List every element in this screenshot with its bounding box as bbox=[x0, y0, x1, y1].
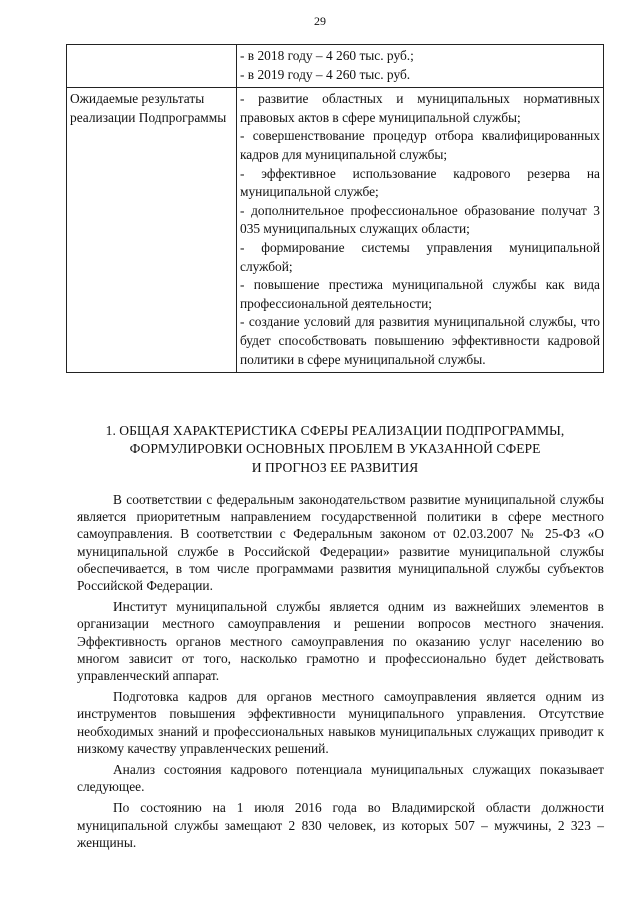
section-heading-line: 1. ОБЩАЯ ХАРАКТЕРИСТИКА СФЕРЫ РЕАЛИЗАЦИИ ПОДПРОГРАММЫ, bbox=[105, 423, 565, 438]
body-text bbox=[77, 491, 604, 855]
expected-results-label: Ожидаемые результаты реализации Подпрограммы bbox=[67, 88, 237, 373]
table-row-funding bbox=[67, 45, 604, 88]
paragraph: По состоянию на 1 июля 2016 года во Владимирской области должности муниципальной службы замещают 2 830 человек, из которых 507 – мужчины, 2 323 – женщины. bbox=[77, 800, 604, 850]
table-cell-funding-values bbox=[237, 45, 604, 88]
result-item: - развитие областных и муниципальных нормативных правовых актов в сфере муниципальной службы; bbox=[240, 91, 600, 125]
table-cell-label-empty bbox=[67, 45, 237, 88]
table-row-expected-results bbox=[67, 88, 604, 373]
paragraph: В соответствии с федеральным законодательством развитие муниципальной службы является приоритетным направлением государственной политики в сфере местного самоуправления. В соответствии с Федеральным законом от 02.03.2007 № 25-ФЗ «О муниципальной службе в Российской Федерации» развитие муниципальной службы обеспечивается, в том числе программами развития муниципальной службы субъектов Российской Федерации. bbox=[77, 492, 604, 594]
result-item: - дополнительное профессиональное образование получат 3 035 муниципальных служащих области; bbox=[240, 202, 600, 237]
section-heading-line: И ПРОГНОЗ ЕЕ РАЗВИТИЯ bbox=[251, 459, 419, 475]
program-passport-table bbox=[66, 44, 604, 373]
paragraph: Институт муниципальной службы является одним из важнейших элементов в организации местного самоуправления и решении вопросов местного значения. Эффективность органов местного самоуправления по оказанию услуг населению во многом зависит от того, насколько грамотно и профессионально будет действовать управленческий аппарат. bbox=[77, 599, 604, 684]
result-item: - совершенствование процедур отбора квалифицированных кадров для муниципальной службы; bbox=[240, 128, 600, 162]
paragraph: Анализ состояния кадрового потенциала муниципальных служащих показывает следующее. bbox=[77, 762, 604, 795]
result-item: - формирование системы управления муниципальной службой; bbox=[240, 239, 600, 274]
funding-2018-line: - в 2018 году – 4 260 тыс. руб.; bbox=[240, 48, 414, 63]
result-item: - создание условий для развития муниципальной службы, что будет способствовать повышению эффективности кадровой политики в сфере муниципальной службы. bbox=[240, 314, 600, 367]
result-item: - эффективное использование кадрового резерва на муниципальной службе; bbox=[240, 165, 600, 200]
funding-2019-line: - в 2019 году – 4 260 тыс. руб. bbox=[240, 66, 411, 82]
paragraph: Подготовка кадров для органов местного самоуправления является одним из инструментов повышения эффективности муниципального управления. Отсутствие необходимых знаний и профессиональных навыков муниципальных служащих приводит к низкому качеству управленческих решений. bbox=[77, 689, 604, 756]
page-number: 29 bbox=[314, 14, 326, 28]
expected-results-list bbox=[237, 88, 604, 373]
section-heading-line: ФОРМУЛИРОВКИ ОСНОВНЫХ ПРОБЛЕМ В УКАЗАННОЙ СФЕРЕ bbox=[129, 441, 541, 457]
result-item: - повышение престижа муниципальной службы как вида профессиональной деятельности; bbox=[240, 277, 600, 311]
section-heading bbox=[66, 422, 604, 477]
